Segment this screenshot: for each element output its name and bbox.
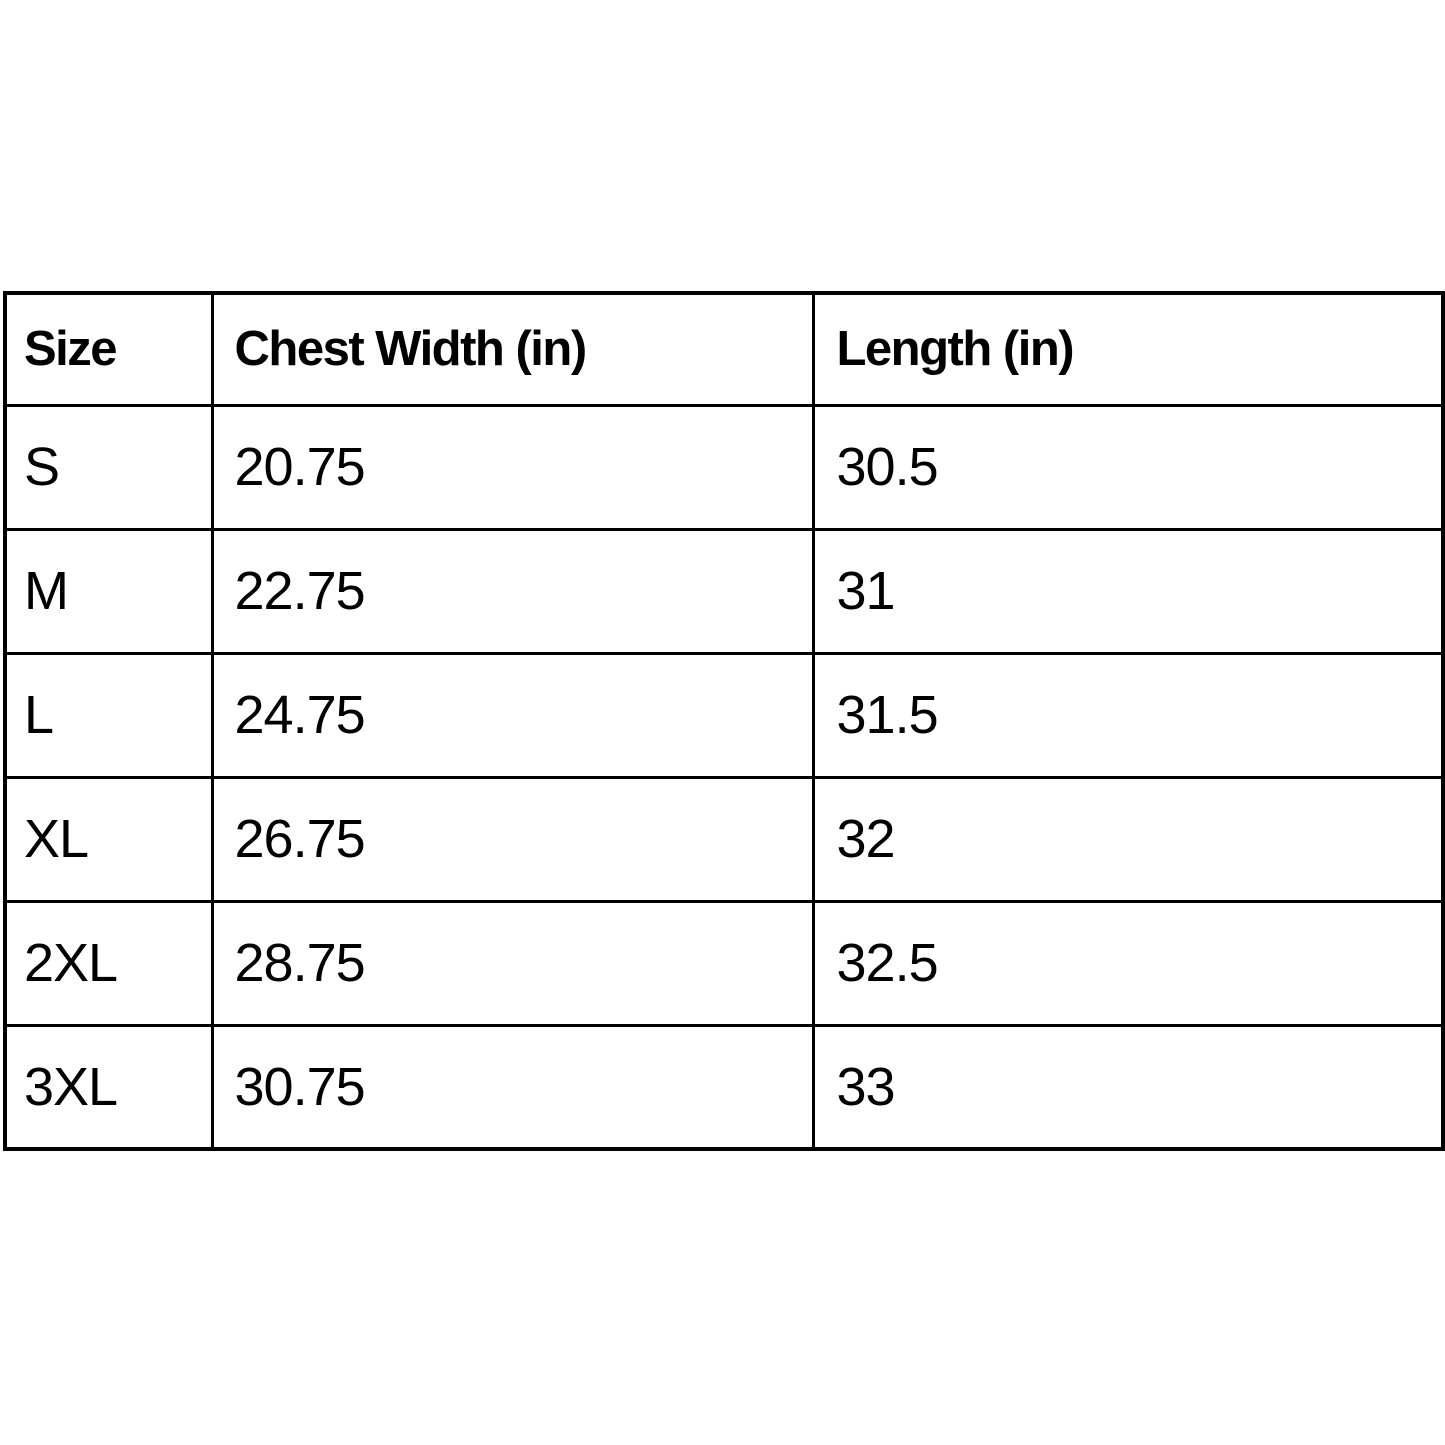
column-header-size: Size <box>5 293 212 405</box>
cell-chest-width: 28.75 <box>212 901 813 1025</box>
cell-size: XL <box>5 777 212 901</box>
cell-chest-width: 20.75 <box>212 405 813 529</box>
table-row-l <box>5 653 1443 777</box>
cell-length: 33 <box>813 1025 1443 1149</box>
table-row-2xl <box>5 901 1443 1025</box>
column-header-length: Length (in) <box>813 293 1443 405</box>
cell-size: 3XL <box>5 1025 212 1149</box>
cell-chest-width: 26.75 <box>212 777 813 901</box>
table-row-s <box>5 405 1443 529</box>
cell-size: S <box>5 405 212 529</box>
cell-size: L <box>5 653 212 777</box>
cell-chest-width: 30.75 <box>212 1025 813 1149</box>
table-header-row <box>5 293 1443 405</box>
cell-chest-width: 22.75 <box>212 529 813 653</box>
table-row-xl <box>5 777 1443 901</box>
cell-length: 32 <box>813 777 1443 901</box>
cell-chest-width: 24.75 <box>212 653 813 777</box>
cell-length: 31.5 <box>813 653 1443 777</box>
table-row-m <box>5 529 1443 653</box>
size-chart-table <box>3 291 1445 1151</box>
column-header-chest-width: Chest Width (in) <box>212 293 813 405</box>
cell-length: 32.5 <box>813 901 1443 1025</box>
cell-size: M <box>5 529 212 653</box>
cell-length: 31 <box>813 529 1443 653</box>
cell-size: 2XL <box>5 901 212 1025</box>
table-row-3xl <box>5 1025 1443 1149</box>
cell-length: 30.5 <box>813 405 1443 529</box>
